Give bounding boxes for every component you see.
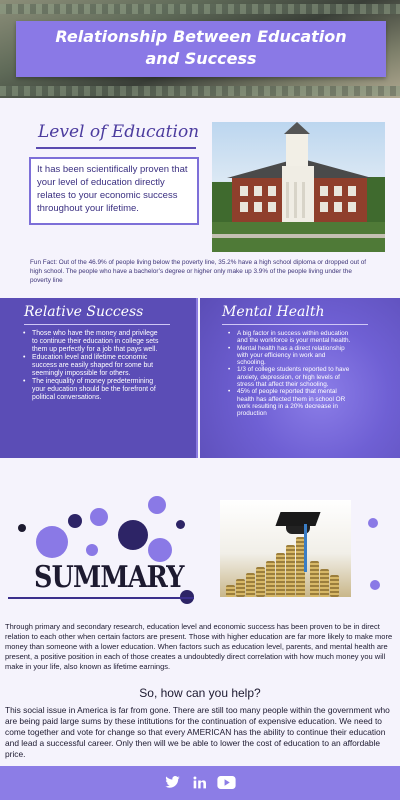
- school-building-image: [212, 122, 385, 252]
- mental-health-divider: [222, 324, 368, 325]
- decor-circle: [68, 514, 82, 528]
- summary-title: SUMMARY: [34, 560, 184, 595]
- list-item: • 1/3 of college students reported to have anxiety, depression, or high levels of stress that affect their schooling.: [237, 366, 355, 388]
- relative-success-list: [32, 330, 160, 402]
- list-item: • Education level and lifetime economic success are easily shaped for some but seemingly impossible for others.: [32, 354, 160, 378]
- linkedin-icon[interactable]: [191, 775, 207, 789]
- relative-success-heading: Relative Success: [24, 304, 144, 320]
- decor-circle: [90, 508, 108, 526]
- mental-health-heading: Mental Health: [222, 304, 325, 320]
- mental-health-list: [237, 330, 355, 418]
- page-title-line1: Relationship Between Education: [55, 27, 347, 46]
- money-stripe: [0, 86, 400, 96]
- page-title-line2: and Success: [145, 49, 257, 68]
- list-item: • Those who have the money and privilege to continue their education in college sets them up perfectly for a job that pays well.: [32, 330, 160, 354]
- header-banner: [0, 0, 400, 98]
- list-item: • The inequality of money predetermining your education should be the forefront of political conversations.: [32, 378, 160, 402]
- list-item: • A big factor in success within education and the workforce is your mental health.: [237, 330, 355, 345]
- twitter-icon[interactable]: [164, 775, 180, 789]
- list-item: • Mental health has a direct relationship with your efficiency in work and schooling.: [237, 345, 355, 367]
- decor-circle: [368, 518, 378, 528]
- decor-circle: [18, 524, 26, 532]
- decor-circle: [86, 544, 98, 556]
- fun-fact: Fun Fact: Out of the 46.9% of people living below the poverty line, 35.2% have a high school diploma or dropped out of high school. The people who have a bachelor’s degree or higher only make up 3.9% of the people living under the poverty line: [30, 259, 367, 284]
- relative-success-divider: [24, 324, 170, 325]
- decor-circle: [148, 496, 166, 514]
- decor-circle: [36, 526, 68, 558]
- summary-underline: [8, 597, 194, 599]
- level-heading: Level of Education: [38, 122, 200, 142]
- coins-graduation-image: [220, 500, 351, 597]
- level-underline: [36, 147, 196, 149]
- summary-text: Through primary and secondary research, education level and economic success has been proven to be in direct relation to each other when certain factors are present. Those with higher education are far more likely to make more money than someone with a lower education. When factors such as education level, parents, and mental health are present, a positive position in each of those creates a undoubtedly direct correlation with how much money you will make in your life, also known as lifetime earnings.: [5, 622, 393, 671]
- decor-circle: [148, 538, 172, 562]
- decor-circle: [176, 520, 185, 529]
- decor-circle: [370, 580, 380, 590]
- help-heading: So, how can you help?: [139, 686, 261, 700]
- decor-circle: [118, 520, 148, 550]
- list-item: • 45% of people reported that mental health has affected them in school OR work resulting in a 20% decrease in production: [237, 388, 355, 417]
- money-stripe: [0, 4, 400, 14]
- page-title: [16, 21, 386, 77]
- help-text: This social issue in America is far from gone. There are still too many people within the government who are being paid large sums by these intitutions for the continuation of expensive education. We need to come together and vote for change so that every AMERICAN has the ability to continue their education and lead a successful career. Only then will we be able to lower the cost of education to an affordable price.: [5, 705, 390, 759]
- proven-box: It has been scientifically proven that your level of education directly relates to your economic success throughout your lifetime.: [29, 157, 199, 225]
- youtube-icon[interactable]: [216, 775, 236, 789]
